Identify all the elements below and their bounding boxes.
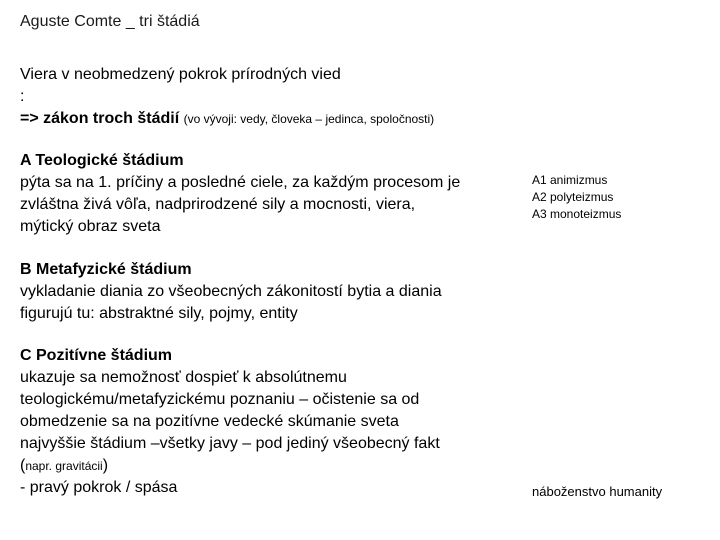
law-note: (vo vývoji: vedy, človeka – jedinca, spoločnosti) [183,112,435,126]
intro-colon: : [20,88,25,105]
paren-close: ) [102,457,109,474]
intro-line: Viera v neobmedzený pokrok prírodných vied [20,66,341,83]
section-text-line: figurujú tu: abstraktné sily, pojmy, entity [20,305,298,322]
example-line [20,455,440,477]
section-metaphysical [20,259,442,325]
theological-subtypes-list [532,172,621,223]
paren-open: ( [20,457,26,474]
section-text-line: vykladanie diania zo všeobecných zákonitostí bytia a diania [20,283,442,300]
section-text-line: obmedzenie sa na pozitívne vedecké skúmanie sveta [20,413,399,430]
section-text-line: - pravý pokrok / spása [20,479,178,496]
example-note: napr. gravitácii [25,459,103,473]
section-text-line: pýta sa na 1. príčiny a posledné ciele, za každým procesom je [20,174,461,191]
section-heading: B Metafyzické štádium [20,261,192,278]
section-text-line: teologickému/metafyzickému poznaniu – očistenie sa od [20,391,420,408]
side-footer-note: náboženstvo humanity [532,484,663,499]
section-positive [20,345,440,499]
list-item: A1 animizmus [532,173,608,187]
section-heading: A Teologické štádium [20,152,184,169]
law-title: => zákon troch štádií [20,110,180,127]
section-text-line: mýtický obraz sveta [20,218,161,235]
intro-block [20,64,434,130]
law-line [20,108,434,130]
list-item: A2 polyteizmus [532,190,614,204]
section-text-line: ukazuje sa nemožnosť dospieť k absolútnemu [20,369,347,386]
page-title: Aguste Comte _ tri štádiá [20,13,200,30]
section-text-line: najvyššie štádium –všetky javy – pod jediný všeobecný fakt [20,435,440,452]
section-text-line: zvláštna živá vôľa, nadprirodzené sily a mocnosti, viera, [20,196,416,213]
section-heading: C Pozitívne štádium [20,347,173,364]
list-item: A3 monoteizmus [532,207,622,221]
section-theological [20,150,460,238]
